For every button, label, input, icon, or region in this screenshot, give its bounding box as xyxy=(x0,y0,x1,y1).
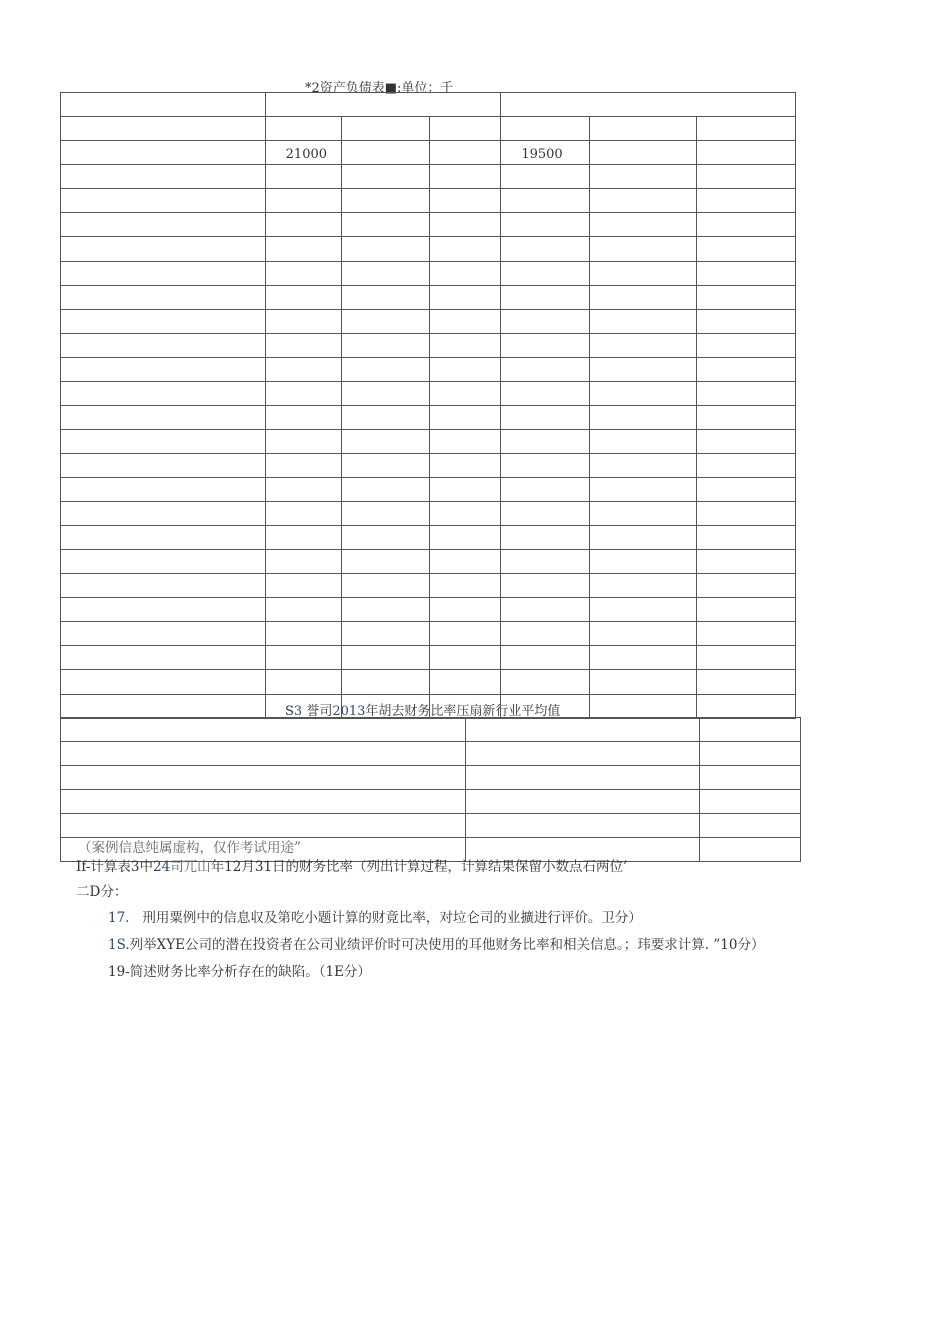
table-row xyxy=(61,742,801,766)
table-cell xyxy=(430,382,501,406)
table-cell xyxy=(430,598,501,622)
table-cell xyxy=(61,358,266,382)
table-row xyxy=(61,670,796,695)
table-cell xyxy=(501,213,590,237)
table-cell xyxy=(700,742,801,766)
table-cell xyxy=(501,165,590,189)
table-cell xyxy=(341,237,430,262)
table-cell xyxy=(590,141,697,165)
table-cell xyxy=(265,358,341,382)
question-16-score: 二D分： xyxy=(76,884,128,900)
q16-num: 24 xyxy=(153,859,171,875)
table-cell xyxy=(590,695,697,719)
table-cell xyxy=(590,213,697,237)
table-cell xyxy=(430,189,501,213)
q17-text: 刑用粟例中的信息収及第吃小题计算的财竟比率，对垃仑司的业擴进行评价。卫分） xyxy=(142,910,642,926)
table-row xyxy=(61,286,796,310)
table-cell xyxy=(61,814,466,838)
table-cell xyxy=(265,93,501,117)
table-cell xyxy=(61,478,266,502)
table-row xyxy=(61,550,796,574)
table-row xyxy=(61,93,796,117)
table-cell xyxy=(697,165,796,189)
table-cell xyxy=(61,718,466,742)
table-cell xyxy=(430,454,501,478)
table-cell xyxy=(341,574,430,598)
table-cell xyxy=(501,262,590,286)
table-cell xyxy=(501,117,590,141)
table-cell xyxy=(697,454,796,478)
table-cell xyxy=(590,165,697,189)
table-cell xyxy=(697,502,796,526)
table-cell xyxy=(341,550,430,574)
table-cell xyxy=(341,262,430,286)
table-cell xyxy=(430,526,501,550)
table-cell xyxy=(590,358,697,382)
table-cell xyxy=(590,646,697,670)
table-cell xyxy=(697,237,796,262)
table-cell xyxy=(61,454,266,478)
table-cell xyxy=(61,93,266,117)
table-cell xyxy=(501,406,590,430)
table-cell xyxy=(697,670,796,695)
table-row xyxy=(61,334,796,358)
table-cell xyxy=(501,622,590,646)
table-cell xyxy=(697,117,796,141)
table-cell xyxy=(430,502,501,526)
table-cell xyxy=(501,358,590,382)
table-cell xyxy=(430,406,501,430)
table-cell xyxy=(61,213,266,237)
table-cell xyxy=(341,598,430,622)
table-cell xyxy=(341,622,430,646)
table-cell xyxy=(697,310,796,334)
table-cell xyxy=(61,382,266,406)
table-row xyxy=(61,262,796,286)
table-cell xyxy=(430,358,501,382)
table-cell xyxy=(590,189,697,213)
table-cell xyxy=(430,165,501,189)
table-cell xyxy=(501,189,590,213)
table-cell xyxy=(501,478,590,502)
title-year: 2013 xyxy=(332,704,366,719)
table-cell xyxy=(265,310,341,334)
table-cell xyxy=(501,646,590,670)
table-cell xyxy=(265,550,341,574)
table-cell xyxy=(341,165,430,189)
table-cell xyxy=(61,695,266,719)
table-row xyxy=(61,454,796,478)
table-cell xyxy=(61,502,266,526)
value-cell: 19500 xyxy=(501,141,590,165)
table-cell xyxy=(697,189,796,213)
table-cell xyxy=(341,286,430,310)
table-cell xyxy=(697,526,796,550)
table1-title: *2资产负债表■:单位：千 xyxy=(305,81,454,96)
table-row xyxy=(61,382,796,406)
table-cell xyxy=(697,695,796,719)
table-row xyxy=(61,718,801,742)
table-cell xyxy=(590,117,697,141)
table-cell xyxy=(61,189,266,213)
table-cell xyxy=(501,526,590,550)
table-cell xyxy=(265,454,341,478)
table-cell xyxy=(501,310,590,334)
table-cell xyxy=(590,262,697,286)
table-cell xyxy=(430,550,501,574)
title-num: 3 xyxy=(293,704,303,719)
table-cell xyxy=(430,213,501,237)
table-row xyxy=(61,358,796,382)
table-cell xyxy=(430,262,501,286)
table-cell xyxy=(341,430,430,454)
table-cell xyxy=(697,622,796,646)
value-cell: 21000 xyxy=(265,141,341,165)
table-cell xyxy=(466,814,700,838)
table-cell xyxy=(697,358,796,382)
table-cell xyxy=(501,237,590,262)
table-cell xyxy=(265,430,341,454)
table-cell xyxy=(265,286,341,310)
table-cell xyxy=(697,646,796,670)
table-cell xyxy=(590,406,697,430)
table-cell xyxy=(590,310,697,334)
table-cell xyxy=(697,574,796,598)
table-cell xyxy=(590,574,697,598)
table-cell xyxy=(466,718,700,742)
table-cell xyxy=(265,670,341,695)
table-cell xyxy=(61,526,266,550)
table-cell xyxy=(265,622,341,646)
table-cell xyxy=(265,213,341,237)
table-cell xyxy=(430,334,501,358)
table-cell xyxy=(341,358,430,382)
q16-text: If-计算表3中 xyxy=(76,859,153,875)
table-cell xyxy=(61,742,466,766)
q16-mid: 司兀山 xyxy=(170,859,211,875)
table-cell xyxy=(265,574,341,598)
table-cell xyxy=(697,550,796,574)
table-row xyxy=(61,646,796,670)
table-cell xyxy=(341,213,430,237)
table-cell xyxy=(265,165,341,189)
table-cell xyxy=(61,141,266,165)
table-cell xyxy=(501,670,590,695)
table-cell xyxy=(61,550,266,574)
table-cell xyxy=(501,550,590,574)
table-cell xyxy=(265,334,341,358)
table-cell xyxy=(61,574,266,598)
table-cell xyxy=(61,430,266,454)
table-row xyxy=(61,141,796,165)
table-cell xyxy=(501,382,590,406)
table-cell xyxy=(61,598,266,622)
question-18 xyxy=(108,933,764,953)
table-cell xyxy=(501,574,590,598)
table-cell xyxy=(697,334,796,358)
table-cell xyxy=(265,478,341,502)
table-cell xyxy=(265,117,341,141)
table-cell xyxy=(61,646,266,670)
table-cell xyxy=(430,286,501,310)
table-cell xyxy=(341,406,430,430)
table-row xyxy=(61,237,796,262)
table-cell xyxy=(430,430,501,454)
table-cell xyxy=(430,646,501,670)
table-cell xyxy=(430,622,501,646)
table-cell xyxy=(700,838,801,862)
table-row xyxy=(61,189,796,213)
balance-sheet-table xyxy=(60,92,796,719)
table-cell xyxy=(265,262,341,286)
table-cell xyxy=(341,117,430,141)
disclaimer-note: （案例信息纯属虚构，仅作考试用途” xyxy=(78,840,301,856)
table-cell xyxy=(697,478,796,502)
table-cell xyxy=(61,165,266,189)
table-cell xyxy=(697,406,796,430)
table-row xyxy=(61,117,796,141)
table-cell xyxy=(61,406,266,430)
table-row xyxy=(61,574,796,598)
question-16 xyxy=(76,855,627,875)
table-cell xyxy=(61,622,266,646)
table-cell xyxy=(341,454,430,478)
table-cell xyxy=(265,237,341,262)
table-cell xyxy=(430,237,501,262)
table-cell xyxy=(590,286,697,310)
title-text: 年胡去财务比率压扇新行业平均值 xyxy=(365,704,561,719)
table-cell xyxy=(590,430,697,454)
table-cell xyxy=(265,646,341,670)
table-row xyxy=(61,310,796,334)
table-cell xyxy=(61,286,266,310)
table-cell xyxy=(430,574,501,598)
table-cell xyxy=(265,502,341,526)
table-cell xyxy=(697,598,796,622)
table-cell xyxy=(341,141,430,165)
table-cell xyxy=(265,526,341,550)
table-cell xyxy=(590,237,697,262)
table-cell xyxy=(697,286,796,310)
table-cell xyxy=(265,406,341,430)
question-17 xyxy=(108,906,642,926)
q16-rest: 年12月31日的财务比率（列出计算过程，计算结果保留小数点石两位’ xyxy=(210,859,628,875)
table-cell xyxy=(466,742,700,766)
table-row xyxy=(61,622,796,646)
table-cell xyxy=(341,526,430,550)
table-cell xyxy=(590,454,697,478)
table-cell xyxy=(430,117,501,141)
table-cell xyxy=(61,334,266,358)
table-cell xyxy=(341,670,430,695)
table-cell xyxy=(61,670,266,695)
table-cell xyxy=(700,814,801,838)
table-cell xyxy=(341,334,430,358)
table-cell xyxy=(501,454,590,478)
table-cell xyxy=(700,766,801,790)
table-cell xyxy=(590,622,697,646)
table-cell xyxy=(341,189,430,213)
table-cell xyxy=(501,430,590,454)
table-cell xyxy=(341,478,430,502)
table-cell xyxy=(341,382,430,406)
table-cell xyxy=(590,478,697,502)
table-cell xyxy=(700,790,801,814)
table-cell xyxy=(466,790,700,814)
table-row xyxy=(61,502,796,526)
title-text: 誉司 xyxy=(302,704,333,719)
table-row xyxy=(61,526,796,550)
table-row xyxy=(61,430,796,454)
table-cell xyxy=(430,141,501,165)
table-cell xyxy=(590,550,697,574)
table-cell xyxy=(590,526,697,550)
table-cell xyxy=(430,670,501,695)
table-cell xyxy=(501,93,796,117)
table-row xyxy=(61,165,796,189)
table-row xyxy=(61,766,801,790)
table-cell xyxy=(430,310,501,334)
table-cell xyxy=(265,598,341,622)
table-cell xyxy=(590,670,697,695)
table-cell xyxy=(61,117,266,141)
table-cell xyxy=(341,502,430,526)
table-cell xyxy=(697,430,796,454)
table-cell xyxy=(466,766,700,790)
table-row xyxy=(61,814,801,838)
table-cell xyxy=(341,646,430,670)
table-cell xyxy=(501,598,590,622)
q18-num: 1S. xyxy=(108,937,130,953)
table-cell xyxy=(700,718,801,742)
table-row xyxy=(61,790,801,814)
table-cell xyxy=(590,502,697,526)
q17-num: 17. xyxy=(108,910,130,926)
question-19: 19-简述财务比率分析存在的缺陷。（1E分） xyxy=(108,964,371,980)
table-cell xyxy=(697,141,796,165)
table-cell xyxy=(265,189,341,213)
table-row xyxy=(61,478,796,502)
title-s: S xyxy=(285,704,294,719)
table-cell xyxy=(697,382,796,406)
table-row xyxy=(61,598,796,622)
table-cell xyxy=(61,237,266,262)
table-cell xyxy=(61,766,466,790)
table-cell xyxy=(590,334,697,358)
table-cell xyxy=(341,310,430,334)
table-cell xyxy=(501,502,590,526)
table-row xyxy=(61,213,796,237)
table-row xyxy=(61,406,796,430)
table-cell xyxy=(501,334,590,358)
table-cell xyxy=(697,213,796,237)
table-cell xyxy=(61,790,466,814)
table-cell xyxy=(590,598,697,622)
table-cell xyxy=(265,382,341,406)
table-cell xyxy=(590,382,697,406)
table-cell xyxy=(501,286,590,310)
table-cell xyxy=(697,262,796,286)
q18-text: 列举XYE公司的潜在投资者在公司业绩评价时可决使用的耳他财务比率和相关信息。；玮要求计算. ”10分） xyxy=(129,937,765,953)
table-cell xyxy=(430,478,501,502)
table-cell xyxy=(61,310,266,334)
table-cell xyxy=(61,262,266,286)
